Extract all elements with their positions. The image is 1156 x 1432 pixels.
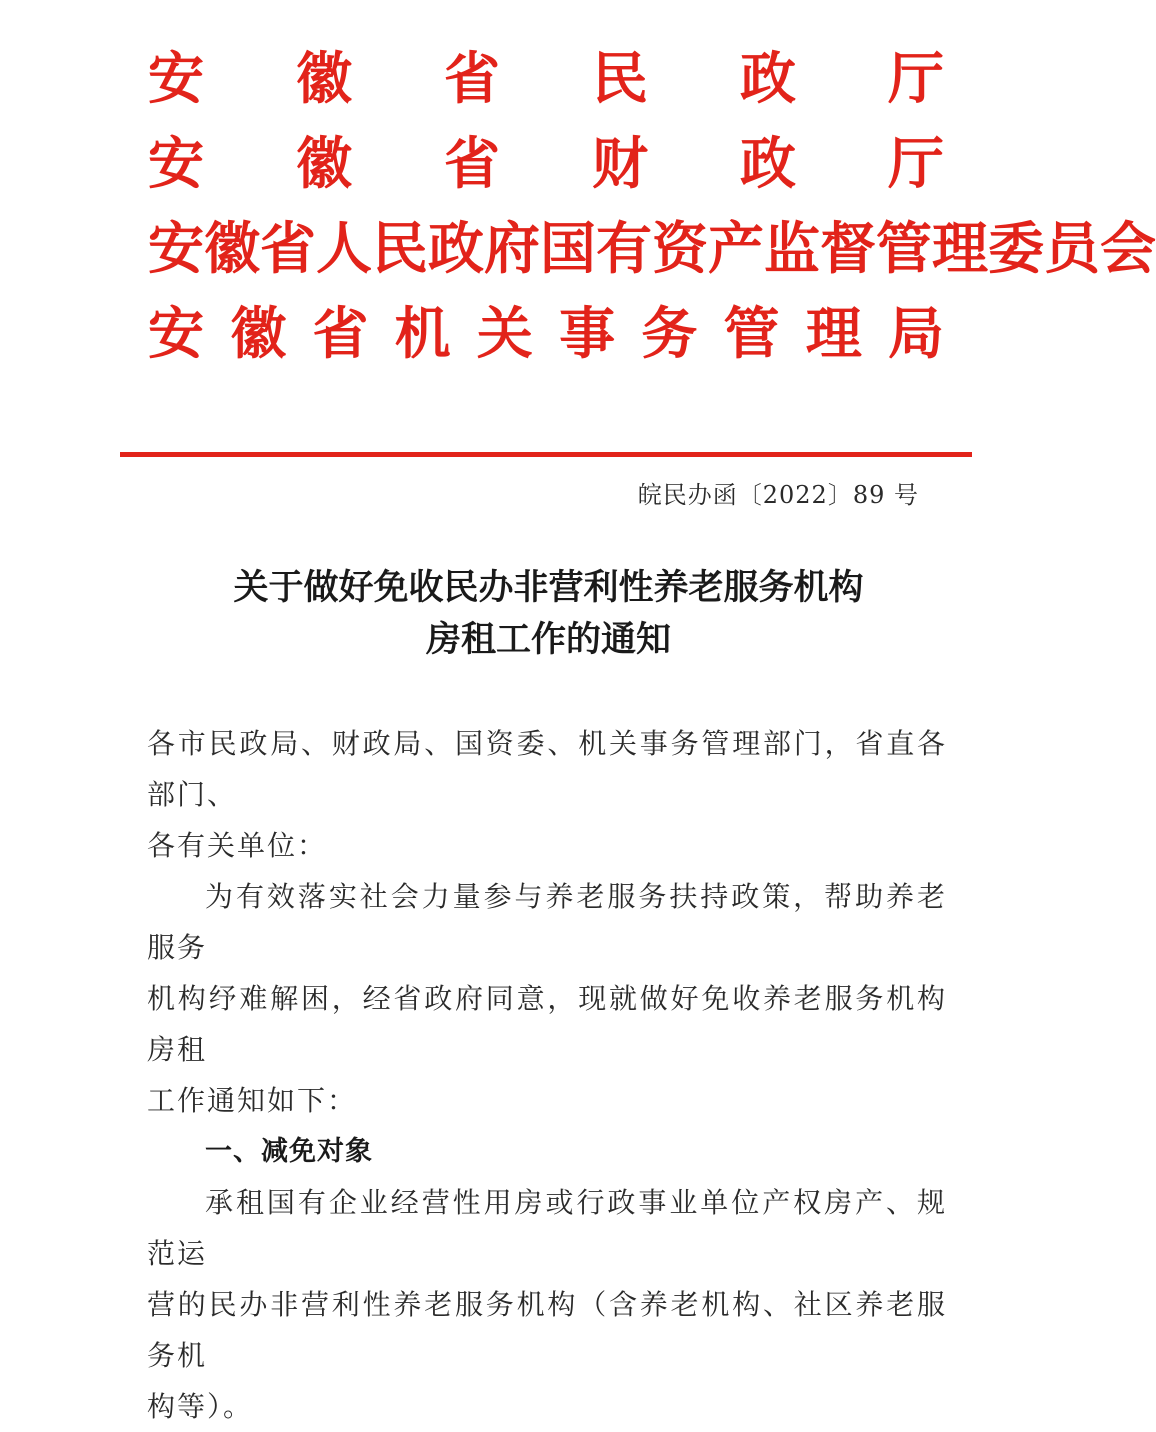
- issuer-char: 理: [932, 217, 988, 282]
- red-header-rule: [120, 452, 972, 457]
- issuer-char: 国: [540, 217, 596, 282]
- issuer-char: 机: [394, 302, 451, 367]
- issuer-char: 产: [708, 217, 764, 282]
- document-title-line-2: 房租工作的通知: [425, 620, 671, 660]
- issuer-char: 徽: [230, 302, 287, 367]
- issuer-char: 省: [444, 47, 500, 112]
- issuer-char: 管: [723, 302, 780, 367]
- document-title: [0, 562, 1079, 666]
- issuer-char: 务: [641, 302, 698, 367]
- issuer-sasac: [148, 217, 1156, 282]
- issuer-char: 民: [592, 47, 648, 112]
- issuer-char: 员: [1044, 217, 1100, 282]
- recipients-line-2: 各有关单位：: [147, 829, 328, 862]
- issuer-char: 人: [316, 217, 372, 282]
- issuer-char: 省: [444, 132, 500, 197]
- issuer-char: 事: [559, 302, 616, 367]
- intro-line-2: 机构纾难解困，经省政府同意，现就做好免收养老服务机构房租: [147, 982, 947, 1066]
- issuer-char: 有: [596, 217, 652, 282]
- issuer-char: 安: [148, 302, 204, 367]
- issuer-char: 厅: [888, 47, 944, 112]
- issuer-char: 政: [740, 132, 796, 197]
- intro-line-1: 为有效落实社会力量参与养老服务扶持政策，帮助养老服务: [147, 880, 947, 964]
- issuer-finance: [148, 132, 944, 197]
- section-1-line-1: 承租国有企业经营性用房或行政事业单位产权房产、规范运: [147, 1186, 947, 1270]
- issuer-char: 省: [260, 217, 316, 282]
- document-body: [147, 718, 947, 1432]
- issuer-civil-affairs: [148, 47, 944, 112]
- issuer-char: 资: [652, 217, 708, 282]
- issuer-char: 府: [484, 217, 540, 282]
- recipients-line-1: 各市民政局、财政局、国资委、机关事务管理部门，省直各部门、: [147, 727, 947, 811]
- issuer-char: 监: [764, 217, 820, 282]
- issuer-char: 政: [428, 217, 484, 282]
- issuer-char: 会: [1100, 217, 1156, 282]
- issuer-char: 理: [805, 302, 862, 367]
- issuer-char: 政: [740, 47, 796, 112]
- issuer-char: 徽: [204, 217, 260, 282]
- issuer-government-offices-administration: [148, 302, 944, 367]
- issuer-char: 徽: [296, 132, 352, 197]
- issuer-char: 安: [148, 217, 204, 282]
- section-1-line-3: 构等）。: [147, 1390, 254, 1423]
- issuer-char: 关: [476, 302, 533, 367]
- document-number: 皖民办函〔2022〕89 号: [637, 481, 919, 509]
- issuer-char: 徽: [296, 47, 352, 112]
- issuer-char: 管: [876, 217, 932, 282]
- issuer-char: 省: [312, 302, 369, 367]
- section-1-heading: 一、减免对象: [205, 1136, 373, 1167]
- issuer-char: 厅: [888, 132, 944, 197]
- issuer-char: 安: [148, 47, 204, 112]
- issuer-char: 安: [148, 132, 204, 197]
- issuer-char: 委: [988, 217, 1044, 282]
- issuer-char: 民: [372, 217, 428, 282]
- issuer-char: 督: [820, 217, 876, 282]
- issuer-char: 局: [887, 302, 944, 367]
- section-1-line-2: 营的民办非营利性养老服务机构（含养老机构、社区养老服务机: [147, 1288, 947, 1372]
- issuer-char: 财: [592, 132, 648, 197]
- document-title-line-1: 关于做好免收民办非营利性养老服务机构: [233, 568, 864, 608]
- intro-line-3: 工作通知如下：: [147, 1084, 358, 1117]
- issuing-authorities: [148, 47, 1156, 392]
